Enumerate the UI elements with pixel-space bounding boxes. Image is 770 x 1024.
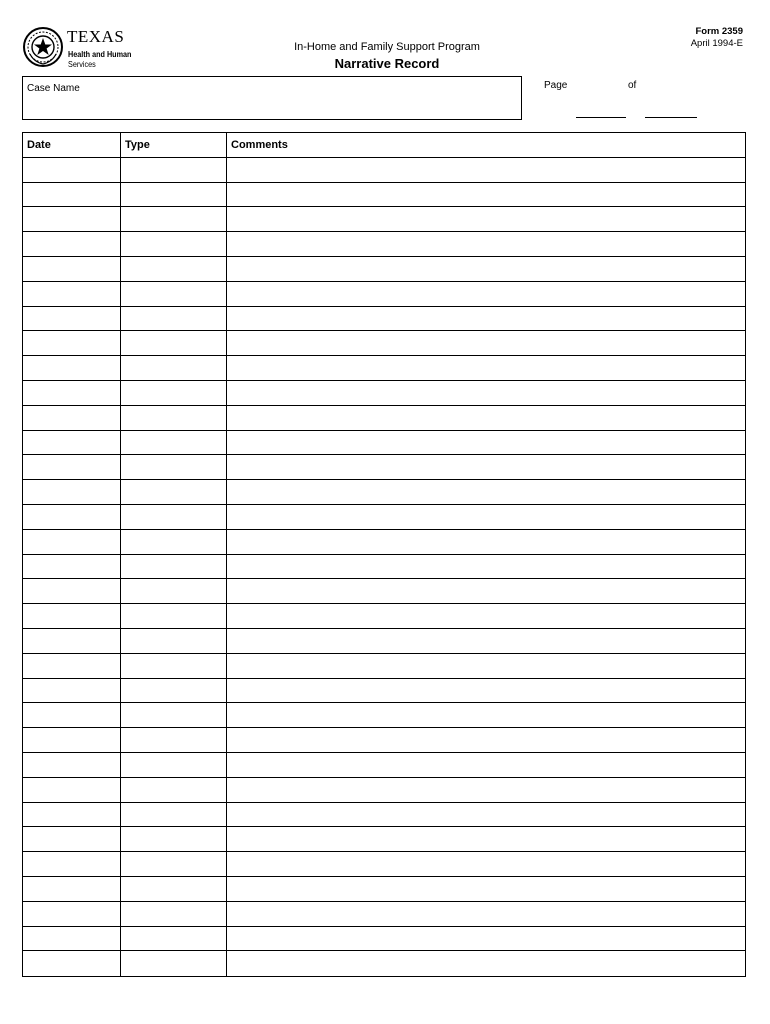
form-revision-date: April 1994-E	[690, 38, 743, 49]
comments-cell[interactable]	[227, 356, 745, 380]
date-cell[interactable]	[23, 480, 121, 504]
type-cell[interactable]	[121, 852, 227, 876]
table-row	[23, 406, 745, 431]
table-row	[23, 877, 745, 902]
comments-cell[interactable]	[227, 158, 745, 182]
date-cell[interactable]	[23, 753, 121, 777]
date-cell[interactable]	[23, 703, 121, 727]
form-number: Form 2359	[695, 26, 743, 37]
date-cell[interactable]	[23, 431, 121, 455]
table-row	[23, 654, 745, 679]
comments-cell[interactable]	[227, 455, 745, 479]
date-cell[interactable]	[23, 331, 121, 355]
type-cell[interactable]	[121, 629, 227, 653]
form-title: Narrative Record	[334, 56, 440, 71]
type-cell[interactable]	[121, 282, 227, 306]
date-cell[interactable]	[23, 679, 121, 703]
table-row	[23, 505, 745, 530]
date-cell[interactable]	[23, 232, 121, 256]
date-cell[interactable]	[23, 579, 121, 603]
type-cell[interactable]	[121, 406, 227, 430]
date-cell[interactable]	[23, 356, 121, 380]
date-cell[interactable]	[23, 827, 121, 851]
comments-cell[interactable]	[227, 654, 745, 678]
date-cell[interactable]	[23, 951, 121, 976]
type-cell[interactable]	[121, 927, 227, 951]
table-row	[23, 207, 745, 232]
type-cell[interactable]	[121, 431, 227, 455]
type-cell[interactable]	[121, 257, 227, 281]
date-cell[interactable]	[23, 183, 121, 207]
type-cell[interactable]	[121, 703, 227, 727]
logo-agency-line1: Health and Human	[68, 49, 132, 59]
table-row	[23, 356, 745, 381]
date-cell[interactable]	[23, 604, 121, 628]
comments-cell[interactable]	[227, 803, 745, 827]
date-cell[interactable]	[23, 877, 121, 901]
column-header-comments: Comments	[231, 139, 288, 151]
date-cell[interactable]	[23, 406, 121, 430]
type-cell[interactable]	[121, 877, 227, 901]
comments-cell[interactable]	[227, 381, 745, 405]
date-cell[interactable]	[23, 902, 121, 926]
comments-cell[interactable]	[227, 629, 745, 653]
table-row	[23, 480, 745, 505]
table-header-row	[23, 133, 745, 158]
comments-cell[interactable]	[227, 679, 745, 703]
type-cell[interactable]	[121, 480, 227, 504]
date-cell[interactable]	[23, 257, 121, 281]
comments-cell[interactable]	[227, 207, 745, 231]
date-cell[interactable]	[23, 778, 121, 802]
page-label: Page	[544, 80, 568, 91]
table-row	[23, 778, 745, 803]
type-cell[interactable]	[121, 778, 227, 802]
comments-cell[interactable]	[227, 232, 745, 256]
comments-cell[interactable]	[227, 927, 745, 951]
table-row	[23, 827, 745, 852]
column-header-type: Type	[121, 133, 227, 157]
comments-cell[interactable]	[227, 282, 745, 306]
logo-texas-text: TEXAS	[67, 27, 125, 46]
table-row	[23, 530, 745, 555]
comments-cell[interactable]	[227, 728, 745, 752]
narrative-table	[22, 132, 746, 977]
comments-cell[interactable]	[227, 480, 745, 504]
program-name: In-Home and Family Support Program	[294, 41, 480, 53]
type-cell[interactable]	[121, 753, 227, 777]
case-name-label: Case Name	[27, 83, 80, 94]
comments-cell[interactable]	[227, 555, 745, 579]
comments-cell[interactable]	[227, 431, 745, 455]
type-cell[interactable]	[121, 530, 227, 554]
date-cell[interactable]	[23, 803, 121, 827]
type-cell[interactable]	[121, 455, 227, 479]
type-cell[interactable]	[121, 207, 227, 231]
type-cell[interactable]	[121, 307, 227, 331]
table-row	[23, 803, 745, 828]
comments-cell[interactable]	[227, 703, 745, 727]
comments-cell[interactable]	[227, 827, 745, 851]
type-cell[interactable]	[121, 505, 227, 529]
date-cell[interactable]	[23, 555, 121, 579]
date-cell[interactable]	[23, 927, 121, 951]
comments-cell[interactable]	[227, 753, 745, 777]
comments-cell[interactable]	[227, 331, 745, 355]
type-cell[interactable]	[121, 579, 227, 603]
date-cell[interactable]	[23, 654, 121, 678]
comments-cell[interactable]	[227, 257, 745, 281]
date-cell[interactable]	[23, 381, 121, 405]
type-cell[interactable]	[121, 158, 227, 182]
comments-cell[interactable]	[227, 902, 745, 926]
table-row	[23, 331, 745, 356]
comments-cell[interactable]	[227, 406, 745, 430]
table-row	[23, 852, 745, 877]
table-row	[23, 629, 745, 654]
date-cell[interactable]	[23, 455, 121, 479]
type-cell[interactable]	[121, 356, 227, 380]
type-cell[interactable]	[121, 183, 227, 207]
table-row	[23, 455, 745, 480]
comments-cell[interactable]	[227, 183, 745, 207]
date-cell[interactable]	[23, 852, 121, 876]
date-cell[interactable]	[23, 282, 121, 306]
type-cell[interactable]	[121, 331, 227, 355]
table-row	[23, 307, 745, 332]
date-cell[interactable]	[23, 307, 121, 331]
comments-cell[interactable]	[227, 579, 745, 603]
logo-agency-line2: Services	[68, 59, 96, 69]
table-row	[23, 257, 745, 282]
table-row	[23, 232, 745, 257]
page-number-field[interactable]	[576, 117, 626, 118]
date-cell[interactable]	[23, 158, 121, 182]
type-cell[interactable]	[121, 232, 227, 256]
table-row	[23, 927, 745, 952]
comments-cell[interactable]	[227, 951, 745, 976]
type-cell[interactable]	[121, 827, 227, 851]
table-row	[23, 679, 745, 704]
comments-cell[interactable]	[227, 778, 745, 802]
type-cell[interactable]	[121, 555, 227, 579]
table-row	[23, 703, 745, 728]
comments-cell[interactable]	[227, 505, 745, 529]
table-row	[23, 753, 745, 778]
comments-cell[interactable]	[227, 530, 745, 554]
comments-cell[interactable]	[227, 877, 745, 901]
date-cell[interactable]	[23, 629, 121, 653]
table-row	[23, 158, 745, 183]
type-cell[interactable]	[121, 654, 227, 678]
table-row	[23, 604, 745, 629]
comments-cell[interactable]	[227, 852, 745, 876]
table-row	[23, 282, 745, 307]
table-row	[23, 381, 745, 406]
date-cell[interactable]	[23, 207, 121, 231]
type-cell[interactable]	[121, 381, 227, 405]
date-cell[interactable]	[23, 530, 121, 554]
table-row	[23, 902, 745, 927]
date-cell[interactable]	[23, 505, 121, 529]
type-cell[interactable]	[121, 951, 227, 976]
of-label: of	[628, 80, 637, 91]
date-cell[interactable]	[23, 728, 121, 752]
type-cell[interactable]	[121, 902, 227, 926]
comments-cell[interactable]	[227, 604, 745, 628]
type-cell[interactable]	[121, 679, 227, 703]
type-cell[interactable]	[121, 604, 227, 628]
table-row	[23, 431, 745, 456]
table-row	[23, 951, 745, 976]
type-cell[interactable]	[121, 803, 227, 827]
type-cell[interactable]	[121, 728, 227, 752]
comments-cell[interactable]	[227, 307, 745, 331]
table-row	[23, 728, 745, 753]
table-row	[23, 555, 745, 580]
page-total-field[interactable]	[645, 117, 697, 118]
case-name-field[interactable]	[22, 76, 522, 120]
column-header-date: Date	[23, 133, 121, 157]
table-row	[23, 579, 745, 604]
table-row	[23, 183, 745, 208]
